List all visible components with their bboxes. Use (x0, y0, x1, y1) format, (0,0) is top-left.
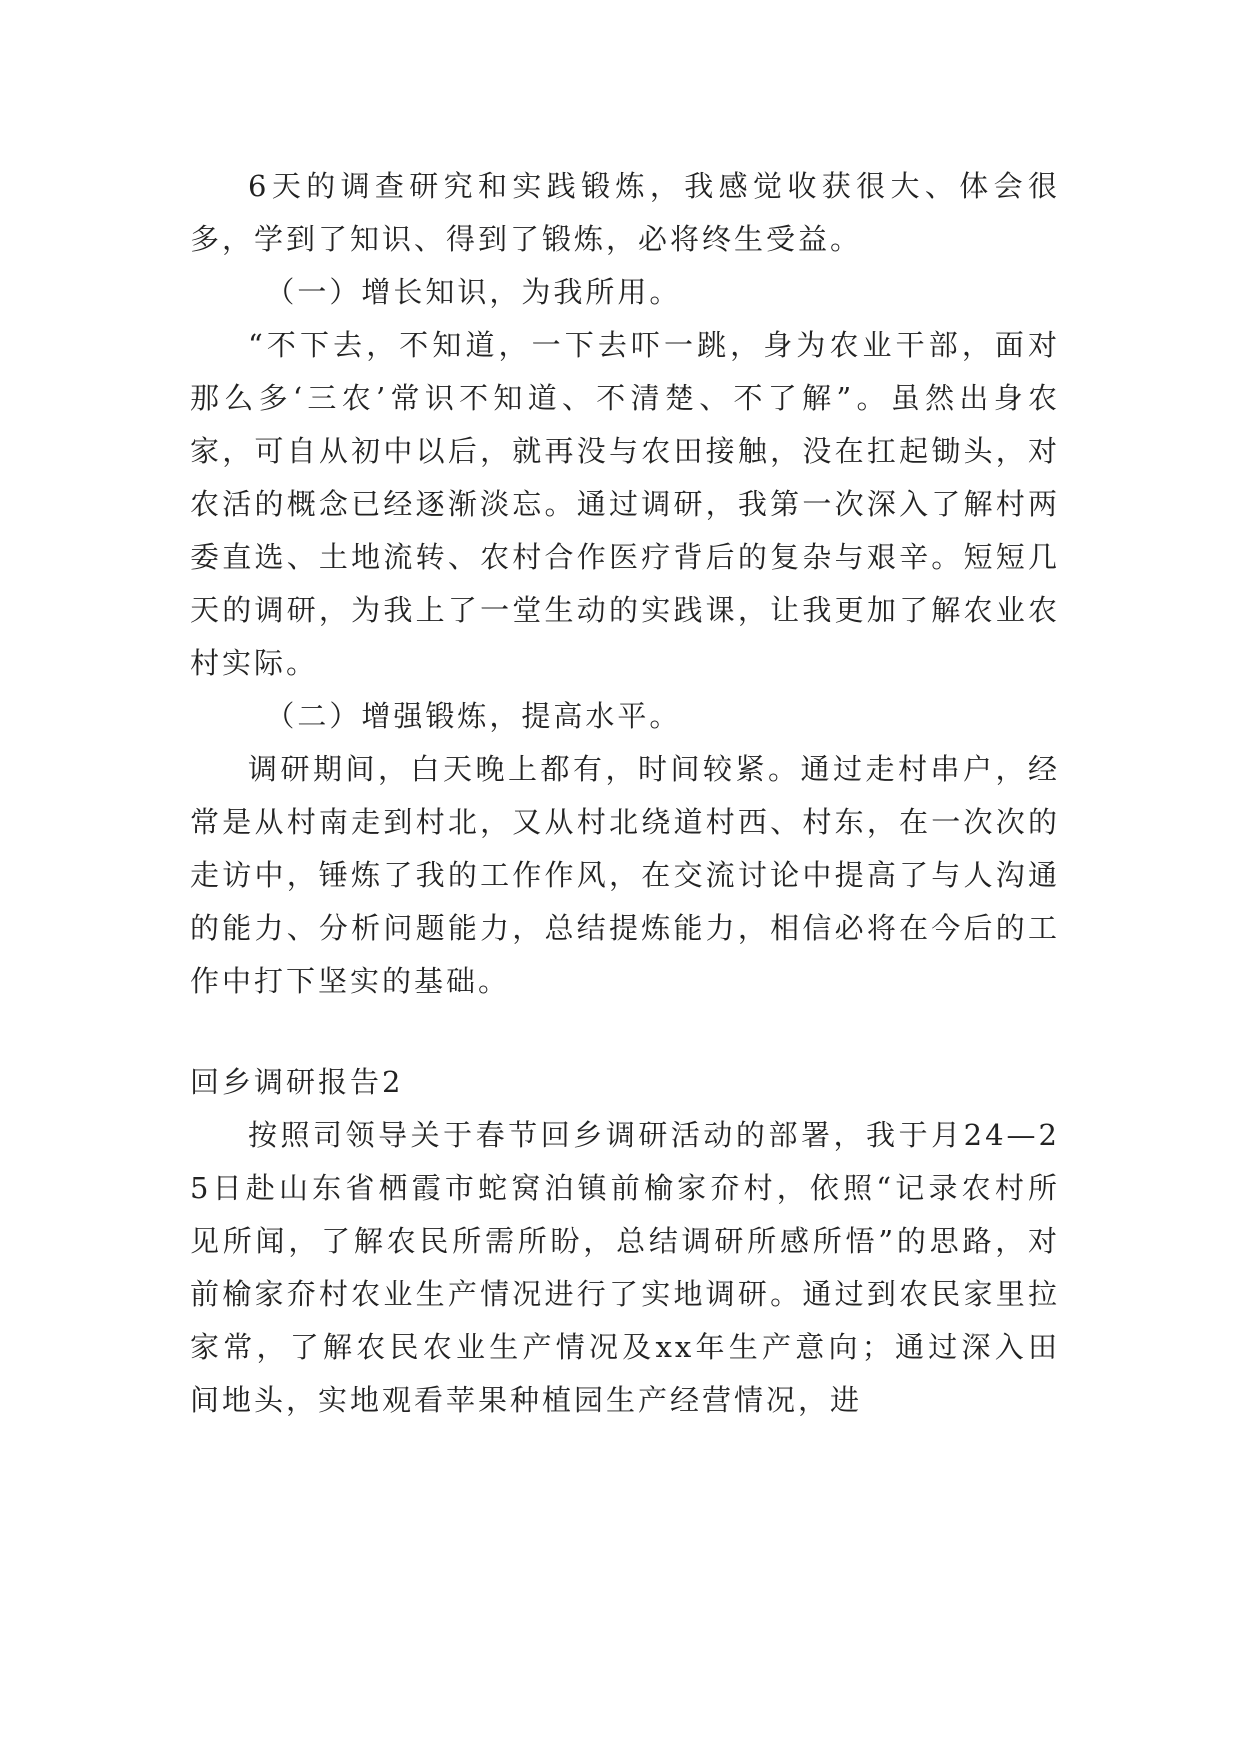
document-page (190, 160, 1060, 1427)
point2-paragraph: 调研期间，白天晚上都有，时间较紧。通过走村串户，经常是从村南走到村北，又从村北绕道村西、村东，在一次次的走访中，锤炼了我的工作作风，在交流讨论中提高了与人沟通的能力、分析问题能力，总结提炼能力，相信必将在今后的工作中打下坚实的基础。 (190, 752, 1060, 998)
point2-heading: （二）增强锻炼，提高水平。 (265, 699, 682, 733)
point1-paragraph: “不下去，不知道，一下去吓一跳，身为农业干部，面对那么多‘三农’常识不知道、不清楚、不了解”。虽然出身农家，可自从初中以后，就再没与农田接触，没在扛起锄头，对农活的概念已经逐渐淡忘。通过调研，我第一次深入了解村两委直选、土地流转、农村合作医疗背后的复杂与艰辛。短短几天的调研，为我上了一堂生动的实践课，让我更加了解农业农村实际。 (190, 328, 1060, 680)
report-2-title: 回乡调研报告2 (190, 1065, 404, 1099)
intro-paragraph: 6天的调查研究和实践锻炼，我感觉收获很大、体会很多，学到了知识、得到了锻炼，必将终生受益。 (190, 169, 1060, 256)
report-2-paragraph: 按照司领导关于春节回乡调研活动的部署，我于月24—25日赴山东省栖霞市蛇窝泊镇前榆家夼村，依照“记录农村所见所闻，了解农民所需所盼，总结调研所感所悟”的思路，对前榆家夼村农业生产情况进行了实地调研。通过到农民家里拉家常，了解农民农业生产情况及xx年生产意向；通过深入田间地头，实地观看苹果种植园生产经营情况，进 (190, 1118, 1060, 1417)
point1-heading: （一）增长知识，为我所用。 (265, 275, 682, 309)
